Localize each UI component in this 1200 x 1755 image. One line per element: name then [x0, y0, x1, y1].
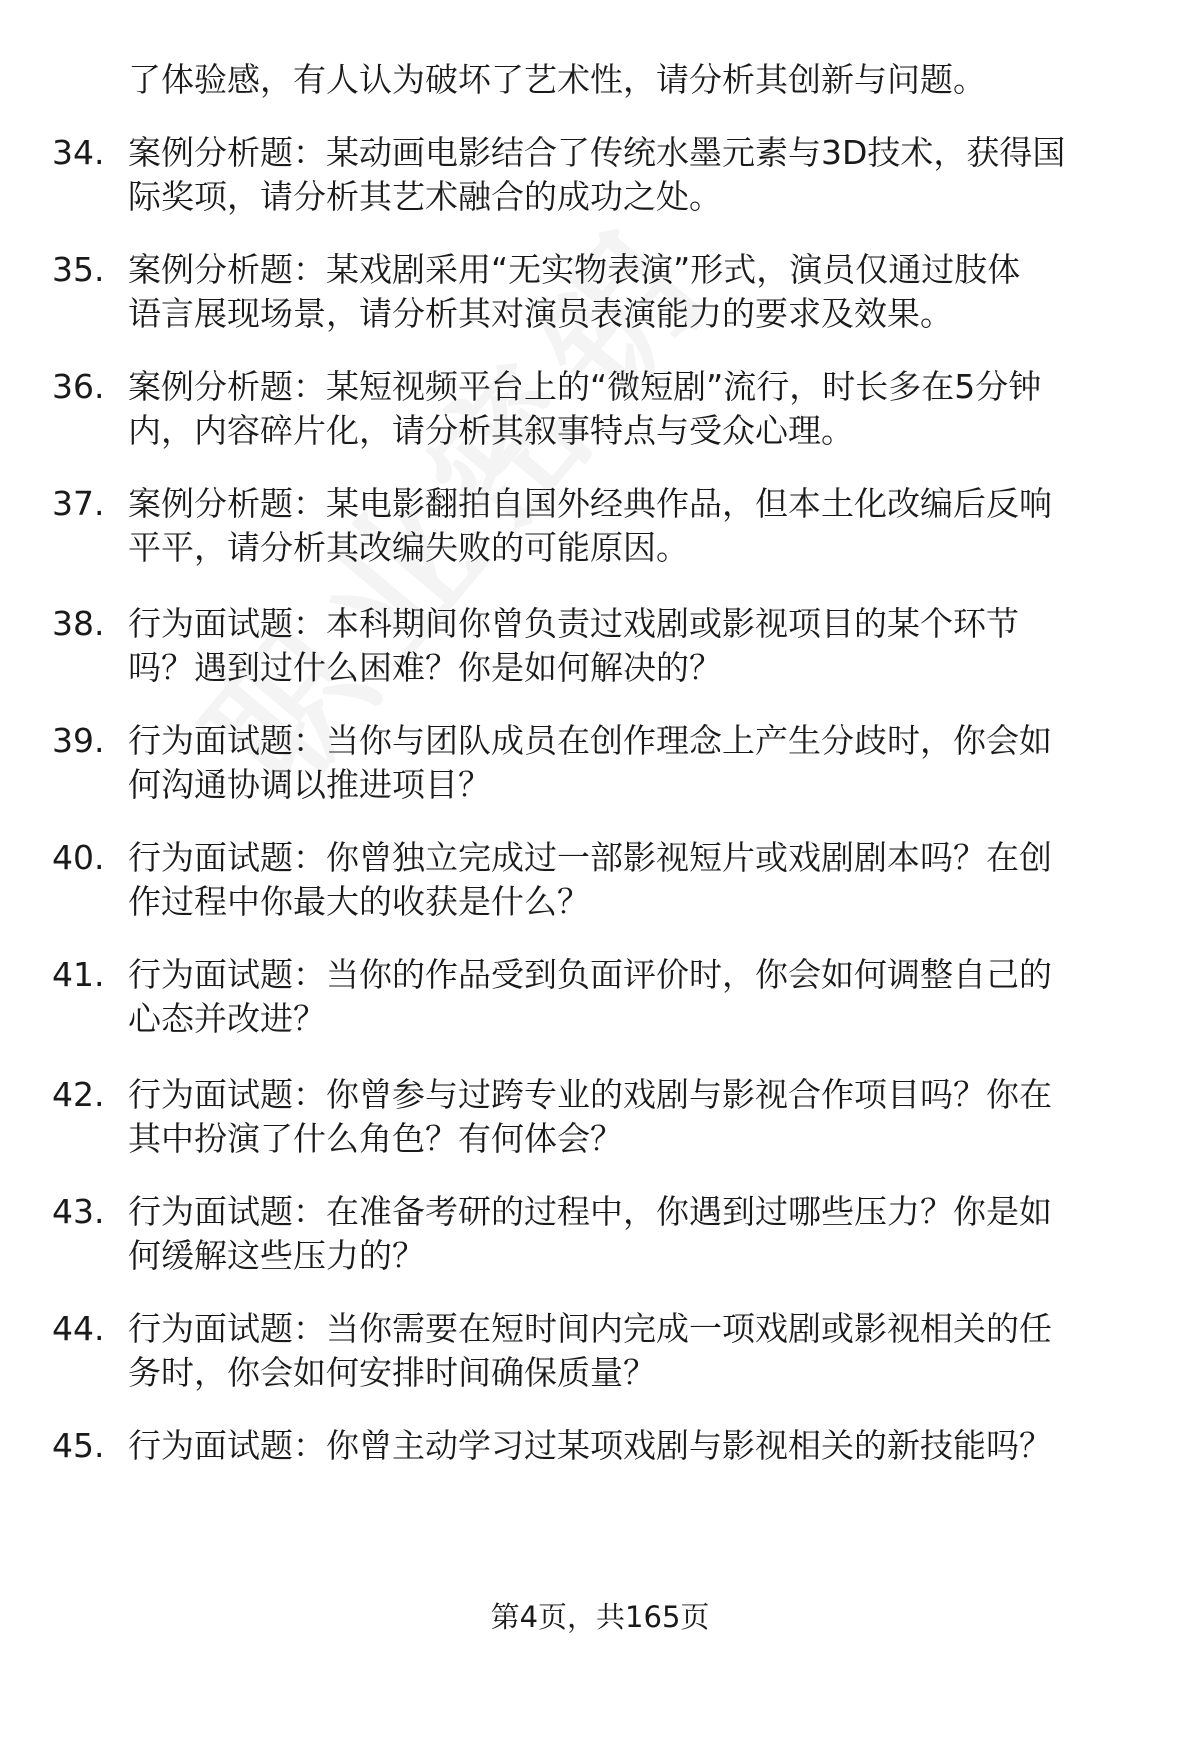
question-text-line: 内，内容碎片化，请分析其叙事特点与受众心理。: [128, 411, 854, 450]
question-text-line: 心态并改进？: [128, 999, 326, 1038]
question-text-line: 作过程中你最大的收获是什么？: [128, 882, 590, 921]
question-text-line: 行为面试题：当你的作品受到负面评价时，你会如何调整自己的: [128, 955, 1052, 994]
question-number: 40.: [52, 838, 105, 877]
question-text-line: 平平，请分析其改编失败的可能原因。: [128, 528, 689, 567]
question-number: 45.: [52, 1426, 105, 1465]
question-text-line: 案例分析题：某戏剧采用“无实物表演”形式，演员仅通过肢体: [128, 250, 1021, 289]
question-text-line: 语言展现场景，请分析其对演员表演能力的要求及效果。: [128, 294, 953, 333]
question-text-line: 行为面试题：你曾独立完成过一部影视短片或戏剧剧本吗？在创: [128, 838, 1052, 877]
question-text-line: 行为面试题：当你需要在短时间内完成一项戏剧或影视相关的任: [128, 1309, 1052, 1348]
question-text-line: 务时，你会如何安排时间确保质量？: [128, 1353, 656, 1392]
question-number: 42.: [52, 1075, 105, 1114]
question-text-line: 案例分析题：某短视频平台上的“微短剧”流行，时长多在5分钟: [128, 367, 1042, 406]
question-text-line: 行为面试题：你曾主动学习过某项戏剧与影视相关的新技能吗？: [128, 1426, 1052, 1465]
question-33-continuation: 了体验感，有人认为破坏了艺术性，请分析其创新与问题。: [128, 60, 986, 99]
page-footer: 第4页，共165页: [490, 1600, 710, 1634]
question-number: 41.: [52, 955, 105, 994]
question-number: 44.: [52, 1309, 105, 1348]
question-number: 36.: [52, 367, 105, 406]
question-text-line: 何沟通协调以推进项目？: [128, 765, 491, 804]
question-number: 43.: [52, 1192, 105, 1231]
question-text-line: 案例分析题：某电影翻拍自国外经典作品，但本土化改编后反响: [128, 484, 1052, 523]
question-text-line: 何缓解这些压力的？: [128, 1236, 425, 1275]
question-number: 34.: [52, 133, 105, 172]
question-number: 38.: [52, 604, 105, 643]
question-number: 35.: [52, 250, 105, 289]
question-number: 39.: [52, 721, 105, 760]
question-text-line: 吗？遇到过什么困难？你是如何解决的？: [128, 648, 722, 687]
question-text-line: 行为面试题：当你与团队成员在创作理念上产生分歧时，你会如: [128, 721, 1052, 760]
question-text-line: 案例分析题：某动画电影结合了传统水墨元素与3D技术，获得国: [128, 133, 1066, 172]
question-text-line: 际奖项，请分析其艺术融合的成功之处。: [128, 177, 722, 216]
question-text-line: 行为面试题：在准备考研的过程中，你遇到过哪些压力？你是如: [128, 1192, 1052, 1231]
question-text-line: 其中扮演了什么角色？有何体会？: [128, 1119, 623, 1158]
question-text-line: 行为面试题：本科期间你曾负责过戏剧或影视项目的某个环节: [128, 604, 1019, 643]
question-text-line: 行为面试题：你曾参与过跨专业的戏剧与影视合作项目吗？你在: [128, 1075, 1052, 1114]
question-number: 37.: [52, 484, 105, 523]
